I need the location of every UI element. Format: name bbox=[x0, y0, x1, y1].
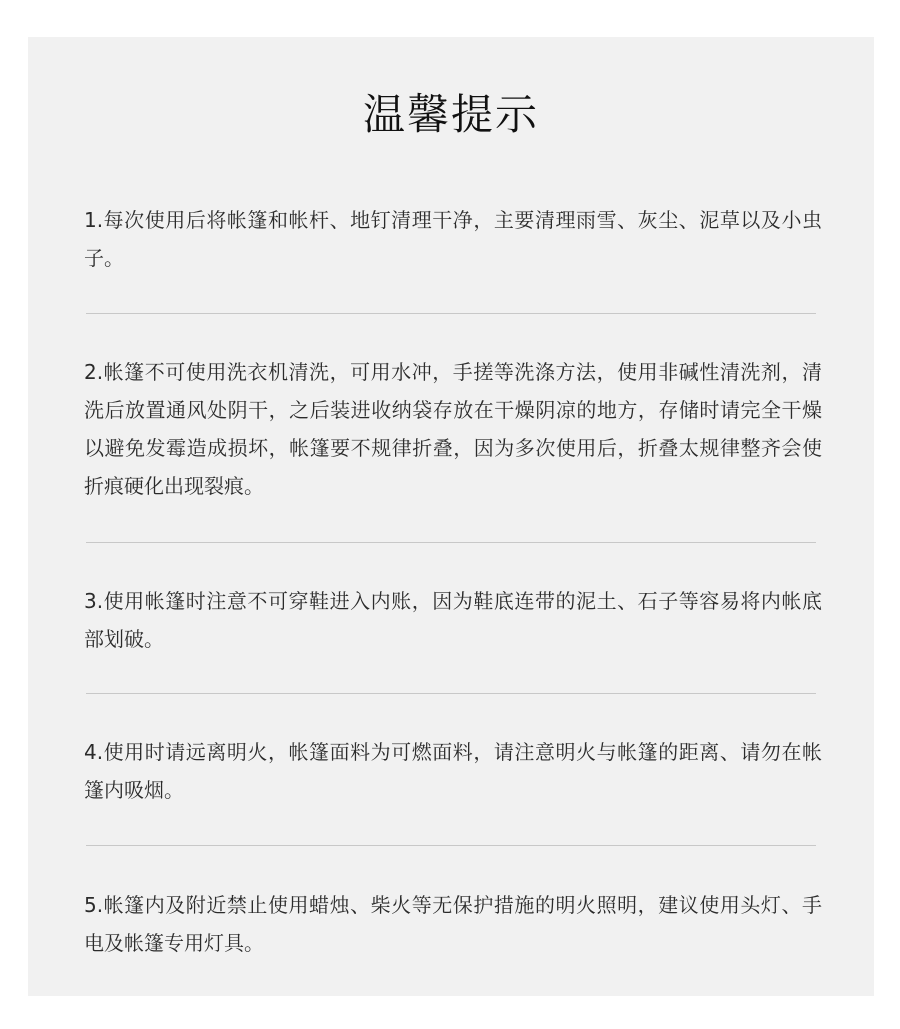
divider-2 bbox=[86, 542, 816, 543]
divider-3 bbox=[86, 693, 816, 694]
tip-5: 5.帐篷内及附近禁止使用蜡烛、柴火等无保护措施的明火照明，建议使用头灯、手电及帐篷专用灯具。 bbox=[84, 893, 822, 955]
tip-1: 1.每次使用后将帐篷和帐杆、地钉清理干净，主要清理雨雪、灰尘、泥草以及小虫子。 bbox=[84, 208, 822, 270]
tip-3: 3.使用帐篷时注意不可穿鞋进入内账，因为鞋底连带的泥土、石子等容易将内帐底部划破。 bbox=[84, 589, 822, 651]
page-title: 温馨提示 bbox=[362, 90, 539, 139]
tips-card bbox=[28, 37, 874, 996]
tip-2: 2.帐篷不可使用洗衣机清洗，可用水冲，手搓等洗涤方法，使用非碱性清洗剂，清洗后放置通风处阴干，之后装进收纳袋存放在干燥阴凉的地方，存储时请完全干燥以避免发霉造成损坏，帐篷要不规律折叠，因为多次使用后，折叠太规律整齐会使折痕硬化出现裂痕。 bbox=[84, 360, 822, 498]
divider-4 bbox=[86, 845, 816, 846]
tip-4: 4.使用时请远离明火，帐篷面料为可燃面料，请注意明火与帐篷的距离、请勿在帐篷内吸烟。 bbox=[84, 740, 822, 802]
divider-1 bbox=[86, 313, 816, 314]
